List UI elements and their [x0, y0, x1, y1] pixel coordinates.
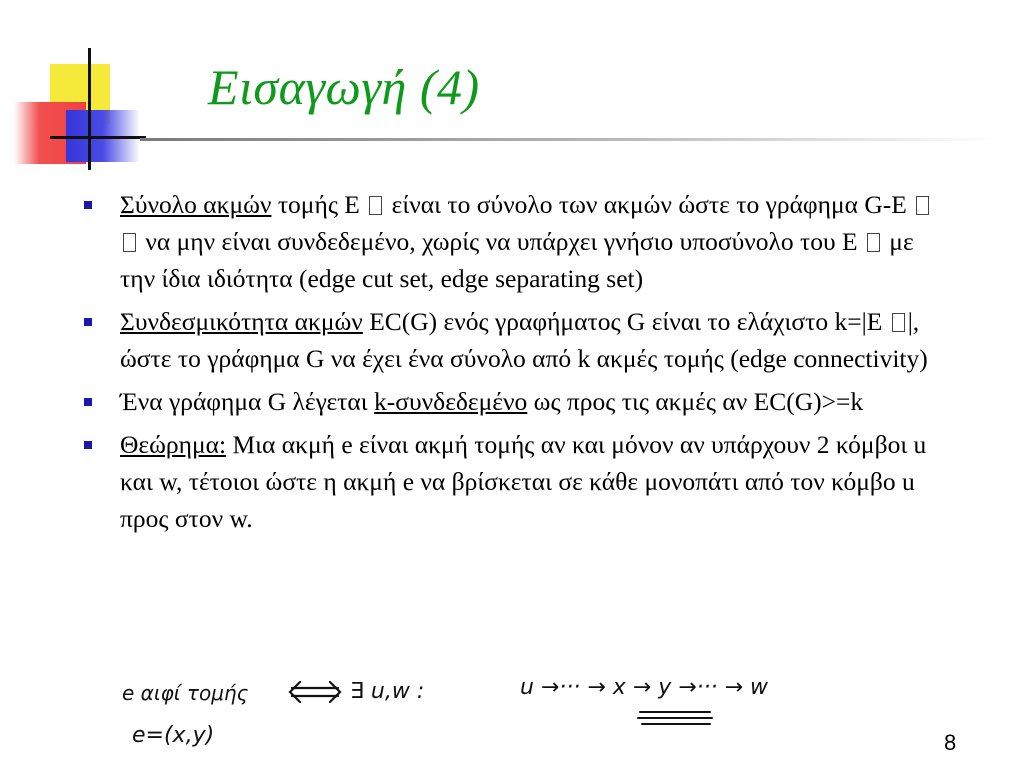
handwritten-note-mid: ∃ u,w : [350, 679, 425, 704]
bullet-text: Ένα γράφημα G λέγεται [120, 387, 375, 416]
handwritten-note-left: e αιφί τομής [122, 681, 249, 705]
bullet-square-icon [84, 441, 92, 449]
term-theorem: Θεώρημα: [120, 430, 227, 459]
missing-glyph-icon [892, 313, 905, 332]
bullet-square-icon [84, 398, 92, 406]
bullet-square-icon [84, 201, 92, 209]
bullet-item-edge-cut-set [82, 186, 942, 297]
bullet-text: να μην είναι συνδεδεμένο, χωρίς να υπάρχει γνήσιο υποσύνολο του E [139, 227, 864, 256]
equivalence-arrow-icon [290, 682, 340, 702]
bullet-text: EC(G) ενός γραφήματος G είναι το ελάχιστο k=|E [362, 307, 889, 336]
missing-glyph-icon [123, 233, 136, 252]
handwritten-note-right: u →··· → x → y →··· → w [520, 675, 769, 700]
bullet-text: είναι το σύνολο των ακμών ώστε το γράφημα G-E [385, 190, 914, 219]
missing-glyph-icon [867, 233, 880, 252]
triple-underline-icon [638, 712, 712, 724]
bullet-item-k-connected [82, 383, 942, 420]
decorative-logo [0, 40, 160, 170]
logo-horizontal-line [50, 136, 146, 139]
bullet-text: Μια ακμή e είναι ακμή τομής αν και μόνον αν υπάρχουν 2 κόμβοι u και w, τέτοιοι ώστε η ακμή e να βρίσκεται σε κάθε μονοπάτι από τον κόμβο u προς στον w. [120, 430, 927, 533]
bullet-item-theorem [82, 426, 942, 537]
handwritten-note-second-line: e=(x,y) [132, 723, 215, 748]
term-k-connected: k-συνδεδεμένο [374, 387, 528, 416]
slide-title: Εισαγωγή (4) [208, 59, 480, 115]
title-underline-rule [140, 138, 1000, 141]
bullet-text: τομής E [271, 190, 367, 219]
missing-glyph-icon [369, 196, 382, 215]
bullet-item-edge-connectivity [82, 303, 942, 377]
bullet-text: ως προς τις ακμές αν EC(G)>=k [527, 387, 864, 416]
logo-vertical-line [88, 48, 91, 170]
term-edge-cut-set: Σύνολο ακμών [120, 190, 272, 219]
missing-glyph-icon [916, 196, 929, 215]
term-edge-connectivity: Συνδεσμικότητα ακμών [120, 307, 363, 336]
handwritten-annotation [110, 664, 870, 754]
bullet-text: με την ίδια ιδιότητα (edge cut set, edge separating set) [120, 227, 914, 293]
bullet-square-icon [84, 318, 92, 326]
bullet-list [82, 186, 942, 543]
bullet-text: |, ώστε το γράφημα G να έχει ένα σύνολο από k ακμές τομής (edge connectivity) [120, 307, 928, 373]
page-number: 8 [944, 730, 957, 755]
